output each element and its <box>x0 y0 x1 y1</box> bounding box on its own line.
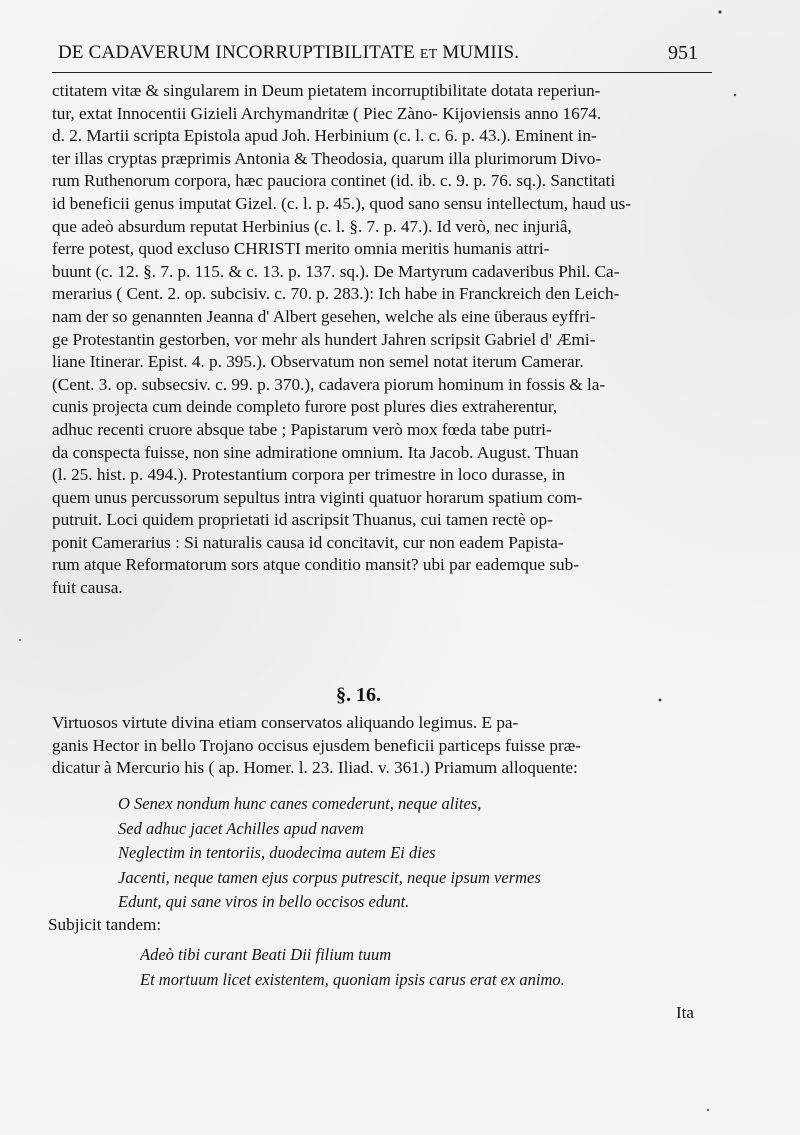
text-line: adhuc recenti cruore absque tabe ; Papistarum verò mox fœda tabe putri- <box>52 419 552 439</box>
text-line: ferre potest, quod excluso CHRISTI merito omnia meritis humanis attri- <box>52 239 550 259</box>
text-line: ponit Camerarius : Si naturalis causa id concitavit, cur non eadem Papista- <box>52 532 564 552</box>
text-line: ge Protestantin gestorben, vor mehr als hundert Jahren scripsit Gabriel d' Æmi- <box>52 329 596 349</box>
catchword: Ita <box>676 1003 694 1022</box>
text-line: rum Ruthenorum corpora, hæc pauciora continet (id. ib. c. 9. p. 76. sq.). Sanctitati <box>52 171 616 191</box>
text-line: Jacenti, neque tamen ejus corpus putrescit, neque ipsum vermes <box>118 867 541 887</box>
text-line: que adeò absurdum reputat Herbinius (c. l. §. 7. p. 47.). Id verò, nec injuriâ, <box>52 216 572 236</box>
running-head-end: MUMIIS. <box>442 42 520 63</box>
text-line: rum atque Reformatorum sors atque conditio mansit? ubi par eademque sub- <box>52 555 579 575</box>
paragraph-1 <box>52 80 717 600</box>
text-line: nam der so genannten Jeanna d' Albert gesehen, welche als eine überaus eyffri- <box>52 306 596 326</box>
text-line: O Senex nondum hunc canes comederunt, neque alites, <box>118 794 482 813</box>
text-line: cunis projecta cum deinde completo furore post plures dies extraherentur, <box>52 397 558 417</box>
running-head <box>58 42 708 64</box>
paragraph-2 <box>52 712 717 780</box>
text-line: Adeò tibi curant Beati Dii filium tuum <box>140 945 392 964</box>
text-line: (l. 25. hist. p. 494.). Protestantium corpora per trimestre in loco durasse, in <box>52 465 566 485</box>
text-line: merarius ( Cent. 2. op. subcisiv. c. 70. p. 283.): Ich habe in Franckreich den Leich- <box>52 284 620 304</box>
text-line: Edunt, qui sane viros in bello occisos edunt. <box>118 892 410 912</box>
text-line: ter illas cryptas præprimis Antonia & Theodosia, quarum illa plurimorum Divo- <box>52 148 602 168</box>
text-line: fuit causa. <box>52 578 123 598</box>
text-line: Virtuosos virtute divina etiam conservatos aliquando legimus. E pa- <box>52 713 519 732</box>
header-rule <box>52 72 712 73</box>
text-line: Et mortuum licet existentem, quoniam ipsis carus erat ex animo. <box>140 969 565 989</box>
text-line: tur, extat Innocentii Gizieli Archymandritæ ( Piec Zàno- Kijoviensis anno 1674. <box>52 103 602 123</box>
text-line: d. 2. Martii scripta Epistola apud Joh. Herbinium (c. l. c. 6. p. 43.). Eminent in- <box>52 126 597 146</box>
poem-quotation-1 <box>118 792 718 915</box>
text-line: Sed adhuc jacet Achilles apud navem <box>118 818 364 838</box>
text-line: liane Itinerar. Epist. 4. p. 395.). Observatum non semel notat iterum Camerar. <box>52 352 584 372</box>
text-line: dicatur à Mercurio his ( ap. Homer. l. 23. Iliad. v. 361.) Priamum alloquente: <box>52 758 578 778</box>
text-line: putruit. Loci quidem proprietati id ascripsit Thuanus, cui tamen rectè op- <box>52 510 553 530</box>
poem-quotation-2 <box>140 943 700 992</box>
page-number: 951 <box>668 42 698 64</box>
text-line: Neglectim in tentoriis, duodecima autem Ei dies <box>118 843 436 863</box>
text-line: quem unus percussorum sepultus intra viginti quatuor horarum spatium com- <box>52 487 583 507</box>
text-line: da conspecta fuisse, non sine admiratione omnium. Ita Jacob. August. Thuan <box>52 442 579 462</box>
text-line: id beneficii genus imputat Gizel. (c. l. p. 45.), quod sano sensu intellectum, haud us- <box>52 193 631 213</box>
section-heading: §. 16. <box>336 684 381 706</box>
text-line: ctitatem vitæ & singularem in Deum pietatem incorruptibilitate dotata reperiun- <box>52 81 601 100</box>
text-line: buunt (c. 12. §. 7. p. 115. & c. 13. p. 137. sq.). De Martyrum cadaveribus Phil. Ca- <box>52 261 620 281</box>
running-head-title: DE CADAVERUM INCORRUPTIBILITATE <box>58 42 415 63</box>
text-line: ganis Hector in bello Trojano occisus ejusdem beneficii particeps fuisse præ- <box>52 735 581 755</box>
text-line: (Cent. 3. op. subsecsiv. c. 99. p. 370.), cadavera piorum hominum in fossis & la- <box>52 374 606 394</box>
running-head-et: ET <box>419 47 438 62</box>
subjicit-line: Subjicit tandem: <box>48 915 162 934</box>
